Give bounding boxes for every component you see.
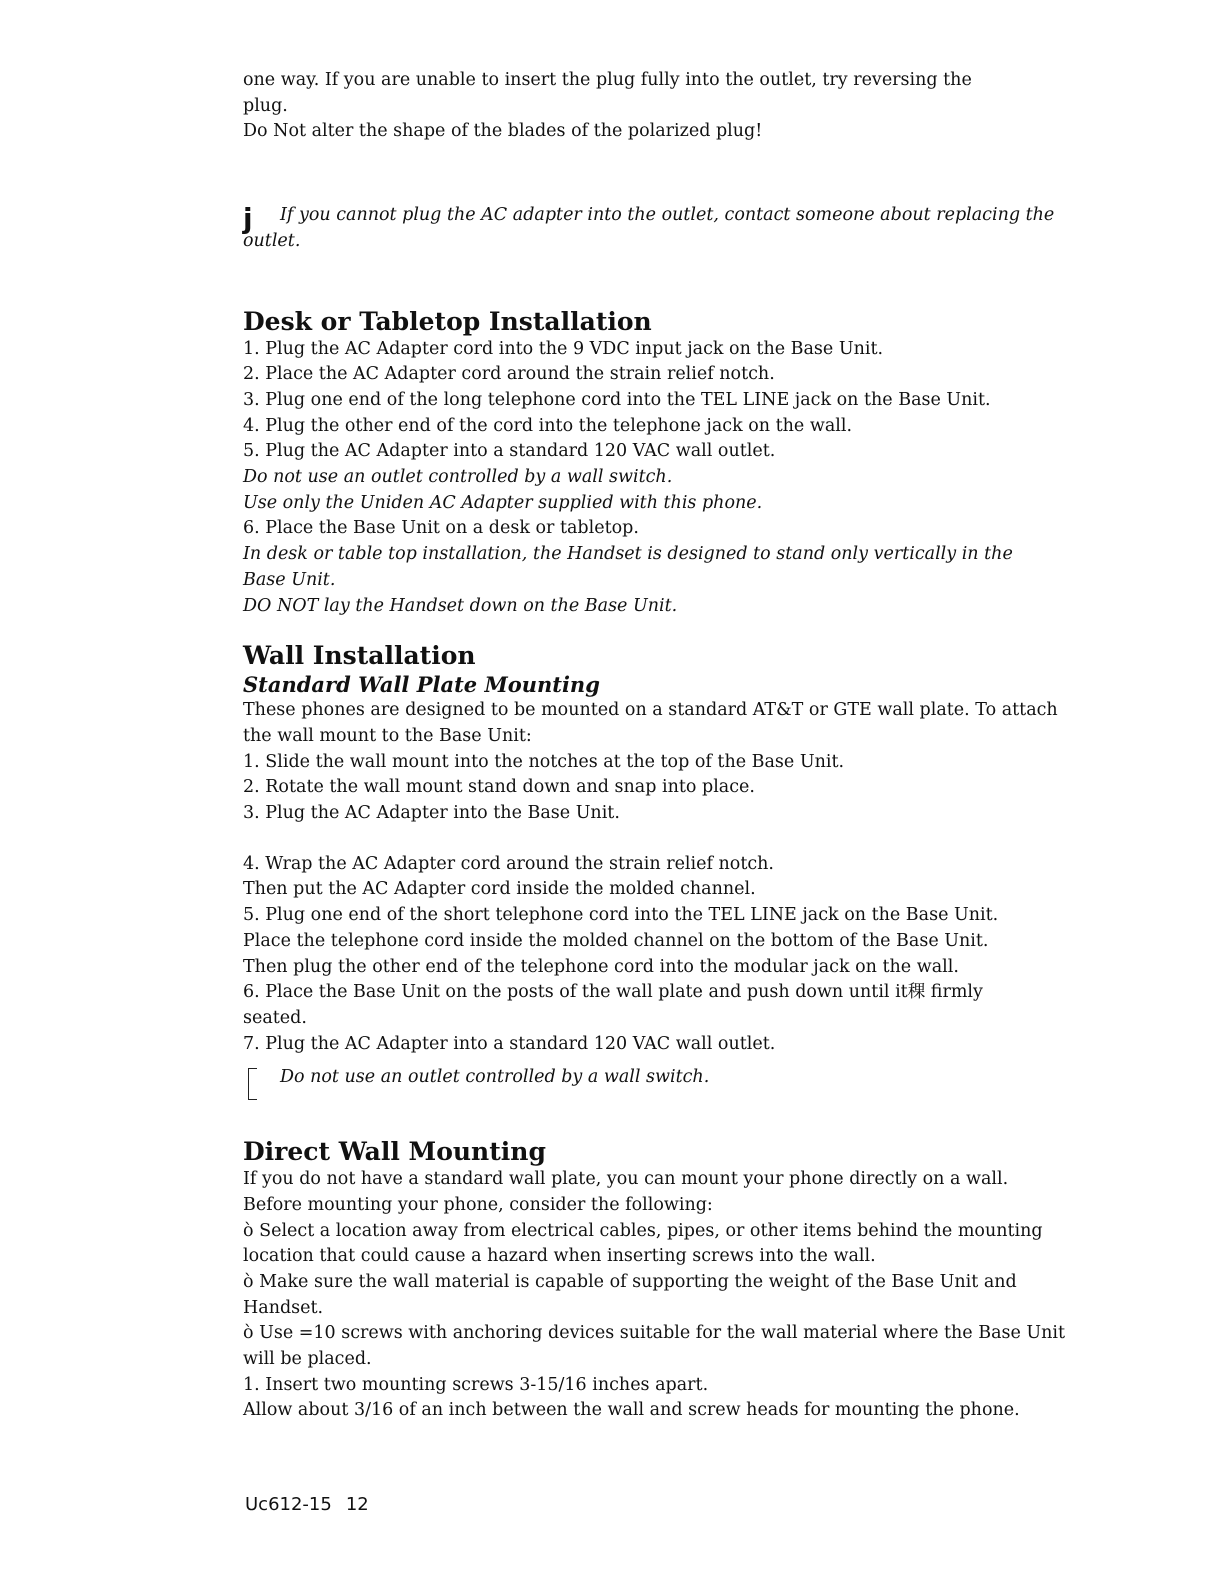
desk-line: 2. Place the AC Adapter cord around the strain relief notch.	[243, 364, 775, 385]
intro-line: Do Not alter the shape of the blades of the polarized plug!	[243, 121, 763, 142]
desk-line: Base Unit.	[243, 569, 336, 590]
tip-line: If you cannot plug the AC adapter into the outlet, contact someone about replacing the	[280, 205, 1055, 226]
tip-line: outlet.	[243, 230, 301, 251]
wall-line: 7. Plug the AC Adapter into a standard 120 VAC wall outlet.	[243, 1033, 776, 1054]
direct-line: If you do not have a standard wall plate, you can mount your phone directly on a wall.	[243, 1169, 1009, 1190]
manual-page	[243, 68, 1148, 1424]
direct-line: 1. Insert two mounting screws 3-15/16 inches apart.	[243, 1374, 709, 1395]
direct-line: Before mounting your phone, consider the following:	[243, 1194, 713, 1215]
desk-line: 6. Place the Base Unit on a desk or tabletop.	[243, 518, 639, 539]
wall-line: Place the telephone cord inside the molded channel on the bottom of the Base Unit.	[243, 930, 989, 951]
page-number: 12	[345, 1494, 369, 1515]
desk-line: Do not use an outlet controlled by a wall switch.	[243, 467, 673, 488]
intro-line: one way. If you are unable to insert the plug fully into the outlet, try reversing the	[243, 70, 972, 90]
wall-line: Then put the AC Adapter cord inside the molded channel.	[243, 879, 756, 900]
direct-line: ò Make sure the wall material is capable of supporting the weight of the Base Unit and	[243, 1271, 1017, 1292]
desk-line: 4. Plug the other end of the cord into the telephone jack on the wall.	[243, 415, 853, 436]
wall-note-line: Do not use an outlet controlled by a wall switch.	[280, 1067, 710, 1088]
direct-line: will be placed.	[243, 1349, 372, 1370]
page-footer	[245, 1494, 369, 1515]
intro-block	[243, 68, 1148, 145]
wall-line: These phones are designed to be mounted on a standard AT&T or GTE wall plate. To attach	[243, 700, 1058, 721]
direct-line: location that could cause a hazard when inserting screws into the wall.	[243, 1246, 876, 1267]
model-number: Uc612-15	[245, 1494, 332, 1515]
desk-line: 3. Plug one end of the long telephone cord into the TEL LINE jack on the Base Unit.	[243, 389, 991, 410]
note-bracket-icon	[248, 1068, 257, 1100]
direct-steps	[243, 1167, 1148, 1424]
wall-line: 4. Wrap the AC Adapter cord around the strain relief notch.	[243, 853, 774, 874]
intro-line: plug.	[243, 95, 288, 116]
direct-line: ò Use =10 screws with anchoring devices suitable for the wall material where the Base Unit	[243, 1323, 1066, 1344]
desk-line: 1. Plug the AC Adapter cord into the 9 VDC input jack on the Base Unit.	[243, 338, 884, 359]
info-icon: j	[243, 202, 253, 236]
section-title-wall: Wall Installation	[243, 641, 476, 671]
desk-line: DO NOT lay the Handset down on the Base Unit.	[243, 595, 678, 616]
desk-steps	[243, 337, 1148, 620]
tip-note	[243, 202, 1148, 236]
section-title-direct: Direct Wall Mounting	[243, 1137, 546, 1167]
subsection-title-wall-plate: Standard Wall Plate Mounting	[243, 672, 600, 698]
wall-line: seated.	[243, 1007, 307, 1028]
wall-switch-note	[243, 1065, 1148, 1091]
wall-line: 1. Slide the wall mount into the notches at the top of the Base Unit.	[243, 751, 845, 772]
direct-line: Handset.	[243, 1297, 324, 1318]
wall-line: the wall mount to the Base Unit:	[243, 725, 532, 746]
desk-line: In desk or table top installation, the Handset is designed to stand only vertically in the	[243, 544, 1013, 565]
direct-line: Allow about 3/16 of an inch between the wall and screw heads for mounting the phone.	[243, 1400, 1020, 1421]
wall-steps-a	[243, 698, 1148, 827]
wall-line: Then plug the other end of the telephone cord into the modular jack on the wall.	[243, 956, 959, 977]
wall-steps-b	[243, 852, 1148, 1058]
desk-line: 5. Plug the AC Adapter into a standard 120 VAC wall outlet.	[243, 441, 776, 462]
desk-line: Use only the Uniden AC Adapter supplied with this phone.	[243, 492, 763, 513]
wall-line: 3. Plug the AC Adapter into the Base Unit.	[243, 803, 620, 824]
wall-line: 6. Place the Base Unit on the posts of the wall plate and push down until it稞 firmly	[243, 982, 983, 1003]
section-title-desk: Desk or Tabletop Installation	[243, 306, 652, 336]
wall-line: 5. Plug one end of the short telephone cord into the TEL LINE jack on the Base Unit.	[243, 905, 999, 926]
wall-line: 2. Rotate the wall mount stand down and snap into place.	[243, 777, 755, 798]
direct-line: ò Select a location away from electrical cables, pipes, or other items behind the mounting	[243, 1220, 1043, 1241]
